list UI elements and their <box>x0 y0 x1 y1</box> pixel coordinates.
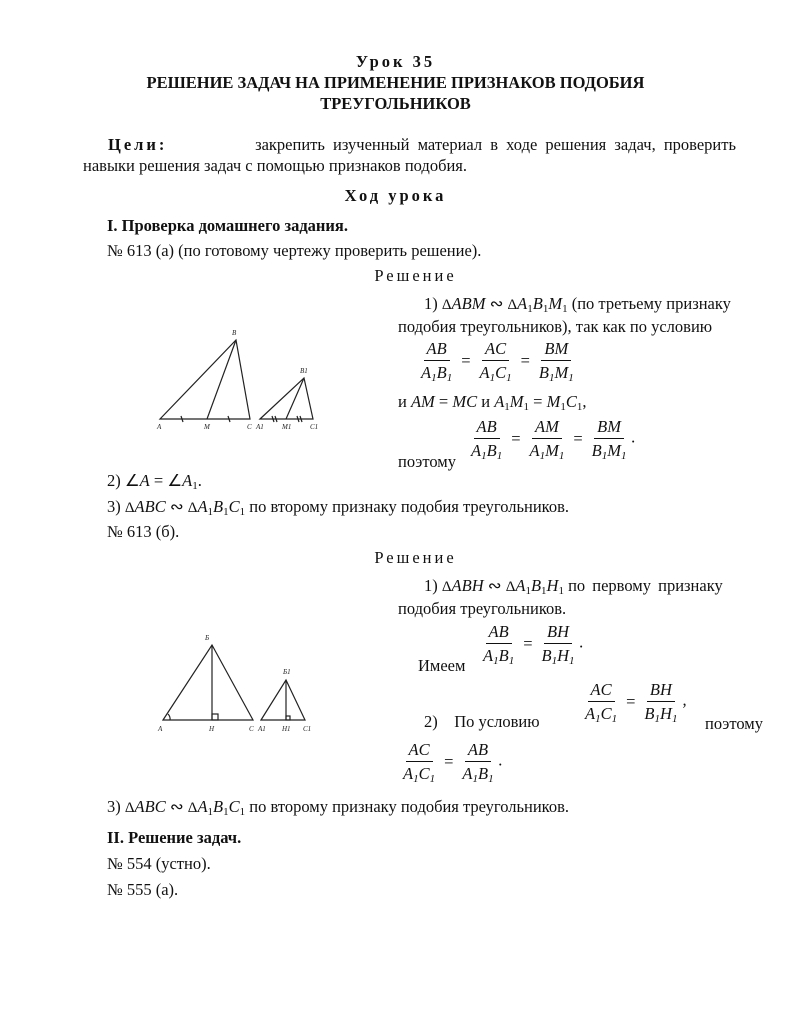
b-ratio-equation-2: $\frac{AC}{A_1C_1}$ = $\frac{BH}{B_1H_1}$ , <box>585 680 687 725</box>
figure1-label-B: B <box>232 329 237 337</box>
figure2-label-A: А <box>158 725 163 733</box>
lesson-number: Урок 35 <box>355 52 436 71</box>
b-step2-prefix: 2) По условию <box>424 712 540 731</box>
figure1-label-M1: M1 <box>282 423 292 431</box>
step2-line: 2) ∠A = $\angle A_1$. <box>107 471 202 492</box>
figure1-label-M: M <box>204 423 210 431</box>
section2-heading: II. Решение задач. <box>107 828 242 847</box>
task-613a: № 613 (а) (по готовому чертежу проверить решение). <box>107 241 482 260</box>
task-613b: № 613 (б). <box>107 522 180 541</box>
figure1-label-A1: A1 <box>256 423 264 431</box>
section1-heading: I. Проверка домашнего задания. <box>107 216 348 235</box>
goals-text1: закрепить изученный материал в ходе решения задач, проверить <box>255 135 736 154</box>
b-therefore-label: поэтому <box>705 714 763 733</box>
b-step1-line2: подобия треугольников. <box>398 599 567 618</box>
figure-triangles-abm <box>150 325 330 435</box>
step1-line: 1) ΔABM ∾ $\Delta A_1B_1M_1$ (по третьему признаку <box>424 294 731 315</box>
figure2-label-B: Б <box>205 634 210 642</box>
figure-triangles-abh <box>150 630 325 740</box>
b-step1-line: 1) ΔABH ∾ $\Delta A_1B_1H_1$ по первому признаку <box>424 576 723 597</box>
ratio-equation-2: $\frac{AB}{A_1B_1}$ = $\frac{AM}{A_1M_1}$ = $\frac{BM}{B_1M_1}$ . <box>471 417 636 462</box>
step3-line: 3) ΔABC ∾ $\Delta A_1B_1C_1$ по второму признаку подобия треугольников. <box>107 497 570 518</box>
ratio-equation-1: $\frac{AB}{A_1B_1}$ = $\frac{AC}{A_1C_1}$ = $\frac{BM}{B_1M_1}$ <box>421 339 574 384</box>
figure1-label-A: A <box>157 423 162 431</box>
b-ratio-equation-3: $\frac{AC}{A_1C_1}$ = $\frac{AB}{A_1B_1}$ . <box>403 740 503 785</box>
figure2-label-H1: Н1 <box>282 725 291 733</box>
lesson-title-line1: РЕШЕНИЕ ЗАДАЧ НА ПРИМЕНЕНИЕ ПРИЗНАКОВ ПОДОБИЯ <box>146 73 645 92</box>
figure1-label-C1: C1 <box>310 423 319 431</box>
figure2-label-H: Н <box>209 725 215 733</box>
figure1-label-B1: B1 <box>300 367 308 375</box>
goals-line1 <box>108 135 736 155</box>
figure2-label-C: С <box>249 725 254 733</box>
b-step3-line: 3) ΔABC ∾ $\Delta A_1B_1C_1$ по второму признаку подобия треугольников. <box>107 797 570 818</box>
figure2-label-C1: С1 <box>303 725 312 733</box>
goals-label: Цели: <box>108 135 168 154</box>
b-ratio-equation-1: $\frac{AB}{A_1B_1}$ = $\frac{BH}{B_1H_1}$ . <box>483 622 584 667</box>
lesson-title-line2: ТРЕУГОЛЬНИКОВ <box>320 94 471 113</box>
figure2-label-A1: А1 <box>258 725 266 733</box>
solution-label-b: Решение <box>374 548 457 567</box>
task-555a: № 555 (а). <box>107 880 179 899</box>
b-have-label: Имеем <box>418 656 466 675</box>
therefore-label: поэтому <box>398 452 456 471</box>
figure2-label-B1: Б1 <box>283 668 291 676</box>
step1-line2: подобия треугольников), так как по условию <box>398 317 713 336</box>
goals-line2: навыки решения задач с помощью признаков подобия. <box>83 156 468 175</box>
task-554: № 554 (устно). <box>107 854 211 873</box>
course-heading: Ход урока <box>344 186 447 205</box>
figure1-label-C: C <box>247 423 252 431</box>
condition-line: и AM = MC и $A_1M_1 = M_1C_1$, <box>398 392 587 413</box>
solution-label-a: Решение <box>374 266 457 285</box>
